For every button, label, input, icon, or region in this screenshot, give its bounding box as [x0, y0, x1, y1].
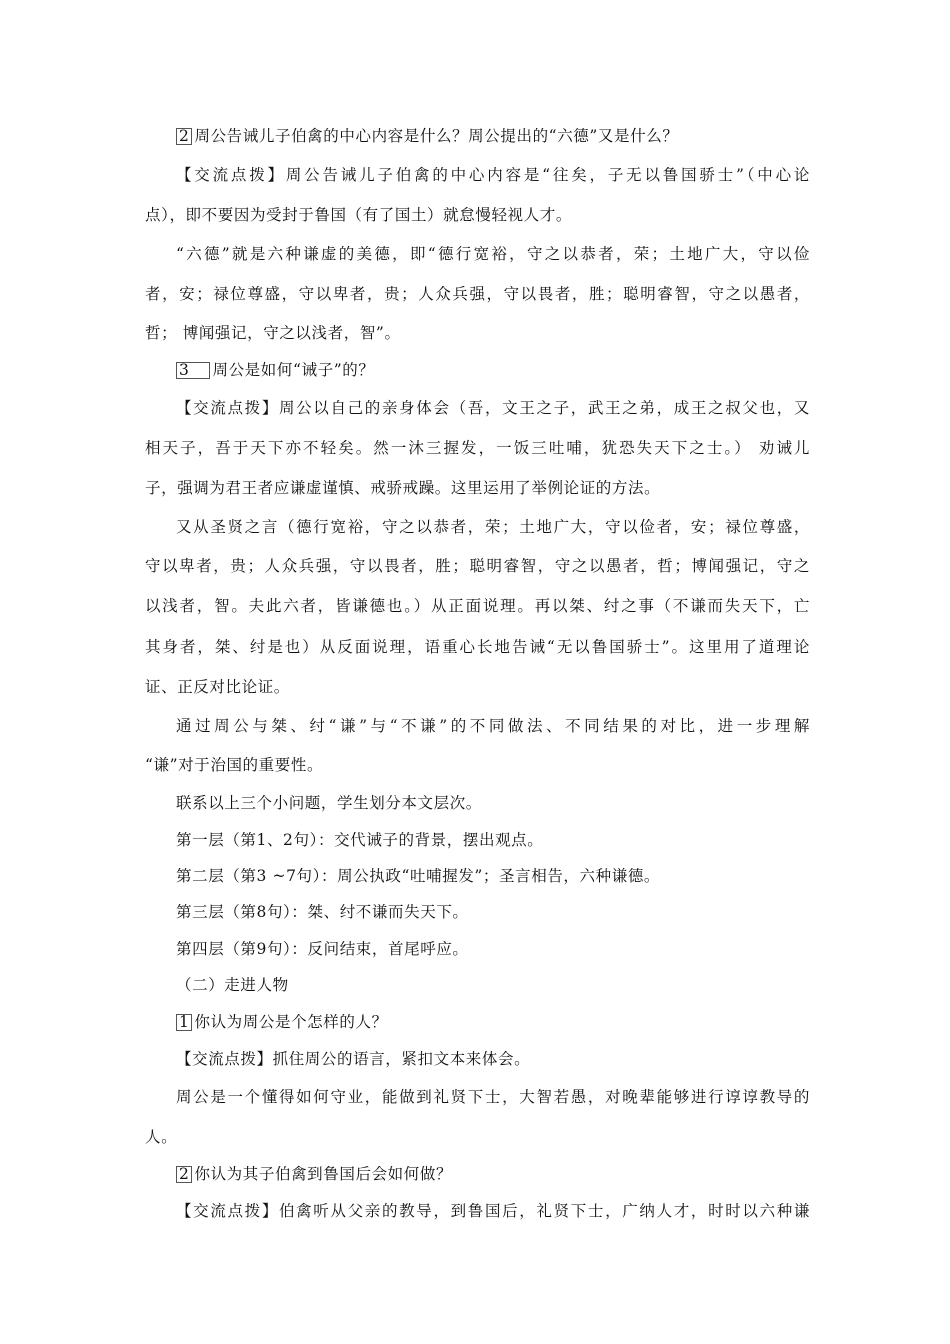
- question-1-line: [176, 1012, 841, 1032]
- paragraph-line: 第四层（第9句）：反问结束，首尾呼应。: [176, 940, 469, 958]
- question-3-line: [176, 360, 841, 380]
- paragraph-line: 其身者，桀、纣是也）从反面说理，语重心长地告诫“无以鲁国骄士”。这里用了道理论: [145, 638, 810, 656]
- question-text: 周公是如何“诫子”的？: [212, 361, 375, 379]
- paragraph-line: 第三层（第8句）：桀、纣不谦而失天下。: [176, 903, 469, 921]
- paragraph-line: 以浅者，智。夫此六者，皆谦德也。）从正面说理。再以桀、纣之事（不谦而失天下，亡: [145, 597, 810, 615]
- paragraph-line: 通过周公与桀、纣“谦”与“不谦”的不同做法、不同结果的对比，进一步理解: [176, 717, 810, 735]
- question-text: 周公告诫儿子伯禽的中心内容是什么？周公提出的“六德”又是什么？: [194, 127, 679, 145]
- paragraph-line: 联系以上三个小问题，学生划分本文层次。: [176, 794, 482, 812]
- paragraph-line: 相天子，吾于天下亦不轻矣。然一沐三握发，一饭三吐哺，犹恐失天下之士。） 劝诫儿: [145, 439, 810, 457]
- question-text: 你认为周公是个怎样的人？: [194, 1013, 388, 1031]
- question-number-box: 1: [176, 1014, 192, 1031]
- paragraph-line: 第二层（第3 ~7句）：周公执政“吐哺握发”；圣言相告，六种谦德。: [176, 867, 661, 885]
- paragraph-line: 周公是一个懂得如何守业，能做到礼贤下士，大智若愚，对晚辈能够进行谆谆教导的: [176, 1088, 810, 1106]
- paragraph-line: 【交流点拨】周公以自己的亲身体会（吾，文王之子，武王之弟，成王之叔父也，又: [176, 399, 810, 417]
- paragraph-line: 守以卑者，贵；人众兵强，守以畏者，胜；聪明睿智，守之以愚者，哲；博闻强记，守之: [145, 557, 810, 575]
- question-number-box: 2: [176, 1166, 192, 1183]
- paragraph-line: 人。: [145, 1128, 178, 1146]
- paragraph-line: 第一层（第1、2句）：交代诫子的背景，摆出观点。: [176, 831, 544, 849]
- paragraph-line: 又从圣贤之言（德行宽裕，守之以恭者，荣；土地广大，守以俭者，安；禄位尊盛，: [176, 518, 810, 536]
- paragraph-line: 点），即不要因为受封于鲁国（有了国土）就怠慢轻视人才。: [145, 206, 572, 224]
- paragraph-line: “谦”对于治国的重要性。: [145, 756, 324, 774]
- paragraph-line: 【交流点拨】周公告诫儿子伯禽的中心内容是“往矣，子无以鲁国骄士”（中心论: [176, 166, 810, 184]
- question-text: 你认为其子伯禽到鲁国后会如何做？: [194, 1165, 453, 1183]
- section-heading: （二）走进人物: [176, 976, 289, 994]
- question-2-line: [176, 126, 841, 146]
- paragraph-line: 子，强调为君王者应谦虚谨慎、戒骄戒躁。这里运用了举例论证的方法。: [145, 479, 661, 497]
- question-number-box: 2: [176, 128, 192, 145]
- paragraph-line: 证、正反对比论证。: [145, 678, 290, 696]
- paragraph-line: 者，安；禄位尊盛，守以卑者，贵；人众兵强，守以畏者，胜；聪明睿智，守之以愚者，: [145, 285, 810, 303]
- question-number-box: 3: [176, 362, 210, 379]
- paragraph-line: 【交流点拨】伯禽听从父亲的教导，到鲁国后，礼贤下士，广纳人才，时时以六种谦: [176, 1202, 810, 1220]
- paragraph-line: 哲； 博闻强记，守之以浅者，智”。: [145, 324, 401, 342]
- question-2b-line: [176, 1164, 841, 1184]
- paragraph-line: “六德”就是六种谦虚的美德，即“德行宽裕，守之以恭者，荣；土地广大，守以俭: [176, 245, 810, 263]
- paragraph-line: 【交流点拨】抓住周公的语言，紧扣文本来体会。: [176, 1050, 531, 1068]
